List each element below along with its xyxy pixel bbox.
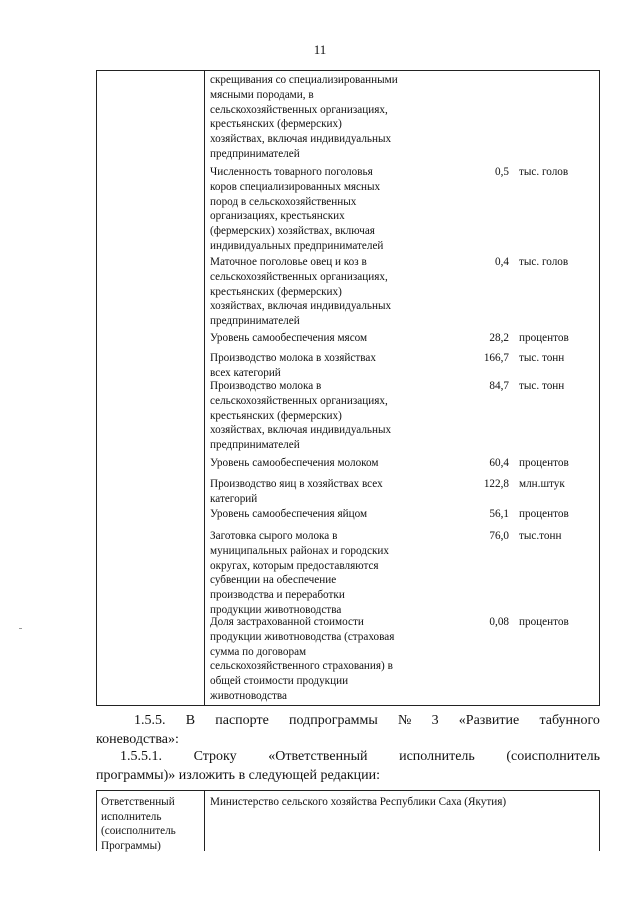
table-column-divider bbox=[204, 791, 205, 851]
paragraph-word: табунного bbox=[539, 713, 600, 728]
indicator-name: Маточное поголовье овец и коз в сельскохозяйственных организациях, крестьянских (фермерских) хозяйствах, включая индивидуальных предпринимателей bbox=[210, 256, 392, 328]
indicator-value: 0,5 bbox=[495, 166, 509, 178]
responsible-executor-table bbox=[96, 790, 600, 851]
indicator-name: Доля застрахованной стоимости продукции животноводства (страховая сумма по договорам сельскохозяйственного страхования) в общей стоимости продукции животноводства bbox=[210, 616, 395, 702]
indicator-name: скрещивания со специализированными мясными породами, в сельскохозяйственных организациях, крестьянских (фермерских) хозяйствах, включая индивидуальных предпринимателей bbox=[210, 74, 398, 160]
indicator-name: Производство молока в хозяйствах всех категорий bbox=[210, 352, 376, 379]
indicator-name: Уровень самообеспечения мясом bbox=[210, 332, 368, 344]
indicator-value: 76,0 bbox=[489, 530, 509, 542]
indicator-unit: тыс. голов bbox=[519, 256, 569, 268]
paragraph-line bbox=[96, 711, 600, 730]
responsible-executor-label: Ответственный исполнитель (соисполнитель Программы) bbox=[101, 796, 176, 852]
paragraph-word: № bbox=[398, 713, 412, 728]
indicator-value: 122,8 bbox=[483, 478, 509, 490]
indicator-unit: процентов bbox=[519, 457, 569, 469]
indicator-unit: тыс. тонн bbox=[519, 380, 565, 392]
indicator-value: 0,08 bbox=[489, 616, 509, 628]
margin-mark bbox=[19, 628, 22, 629]
paragraph-line bbox=[96, 747, 600, 766]
paragraph-word: «Развитие bbox=[458, 713, 520, 728]
indicator-unit: процентов bbox=[519, 508, 569, 520]
indicator-value: 28,2 bbox=[489, 332, 509, 344]
indicator-name: Уровень самообеспечения яйцом bbox=[210, 508, 368, 520]
indicator-name: Заготовка сырого молока в муниципальных районах и городских округах, которым предоставляются субвенции на обеспечение производства и переработки продукции животноводства bbox=[210, 530, 389, 616]
paragraph-1-5-5 bbox=[96, 711, 600, 749]
paragraph-word: «Ответственный bbox=[268, 749, 368, 764]
paragraph-line: коневодства»: bbox=[96, 732, 179, 747]
paragraph-word: паспорте bbox=[215, 713, 269, 728]
indicator-value: 0,4 bbox=[495, 256, 509, 268]
indicator-name: Производство молока в сельскохозяйственных организациях, крестьянских (фермерских) хозяйствах, включая индивидуальных предпринимателей bbox=[210, 380, 392, 452]
indicator-value: 60,4 bbox=[489, 457, 509, 469]
indicator-unit: млн.штук bbox=[519, 478, 565, 490]
indicator-value: 56,1 bbox=[489, 508, 509, 520]
paragraph-word: исполнитель bbox=[399, 749, 475, 764]
indicator-value: 84,7 bbox=[489, 380, 509, 392]
indicator-unit: тыс. голов bbox=[519, 166, 569, 178]
indicator-name: Численность товарного поголовья коров специализированных мясных пород в сельскохозяйственных организациях, крестьянских (фермерских) хозяйствах, включая индивидуальных предпринимателей bbox=[210, 166, 384, 252]
indicator-name: Производство яиц в хозяйствах всех категорий bbox=[210, 478, 383, 505]
indicators-table bbox=[96, 70, 600, 706]
paragraph-1-5-5-1 bbox=[96, 747, 600, 785]
paragraph-word: подпрограммы bbox=[289, 713, 378, 728]
paragraph-word: 1.5.5.1. bbox=[120, 749, 162, 764]
paragraph-word: В bbox=[185, 713, 196, 728]
indicator-value: 166,7 bbox=[483, 352, 509, 364]
page-number: 11 bbox=[313, 42, 327, 57]
indicator-unit: процентов bbox=[519, 332, 569, 344]
table-column-divider bbox=[204, 71, 205, 705]
indicator-unit: тыс.тонн bbox=[519, 530, 562, 542]
paragraph-line: программы)» изложить в следующей редакции: bbox=[96, 768, 381, 783]
responsible-executor-value: Министерство сельского хозяйства Республики Саха (Якутия) bbox=[210, 796, 507, 808]
indicator-name: Уровень самообеспечения молоком bbox=[210, 457, 379, 469]
paragraph-word: Строку bbox=[193, 749, 237, 764]
paragraph-word: (соисполнитель bbox=[506, 749, 600, 764]
paragraph-word: 1.5.5. bbox=[134, 713, 166, 728]
paragraph-word: 3 bbox=[431, 713, 439, 728]
indicator-unit: тыс. тонн bbox=[519, 352, 565, 364]
indicator-unit: процентов bbox=[519, 616, 569, 628]
